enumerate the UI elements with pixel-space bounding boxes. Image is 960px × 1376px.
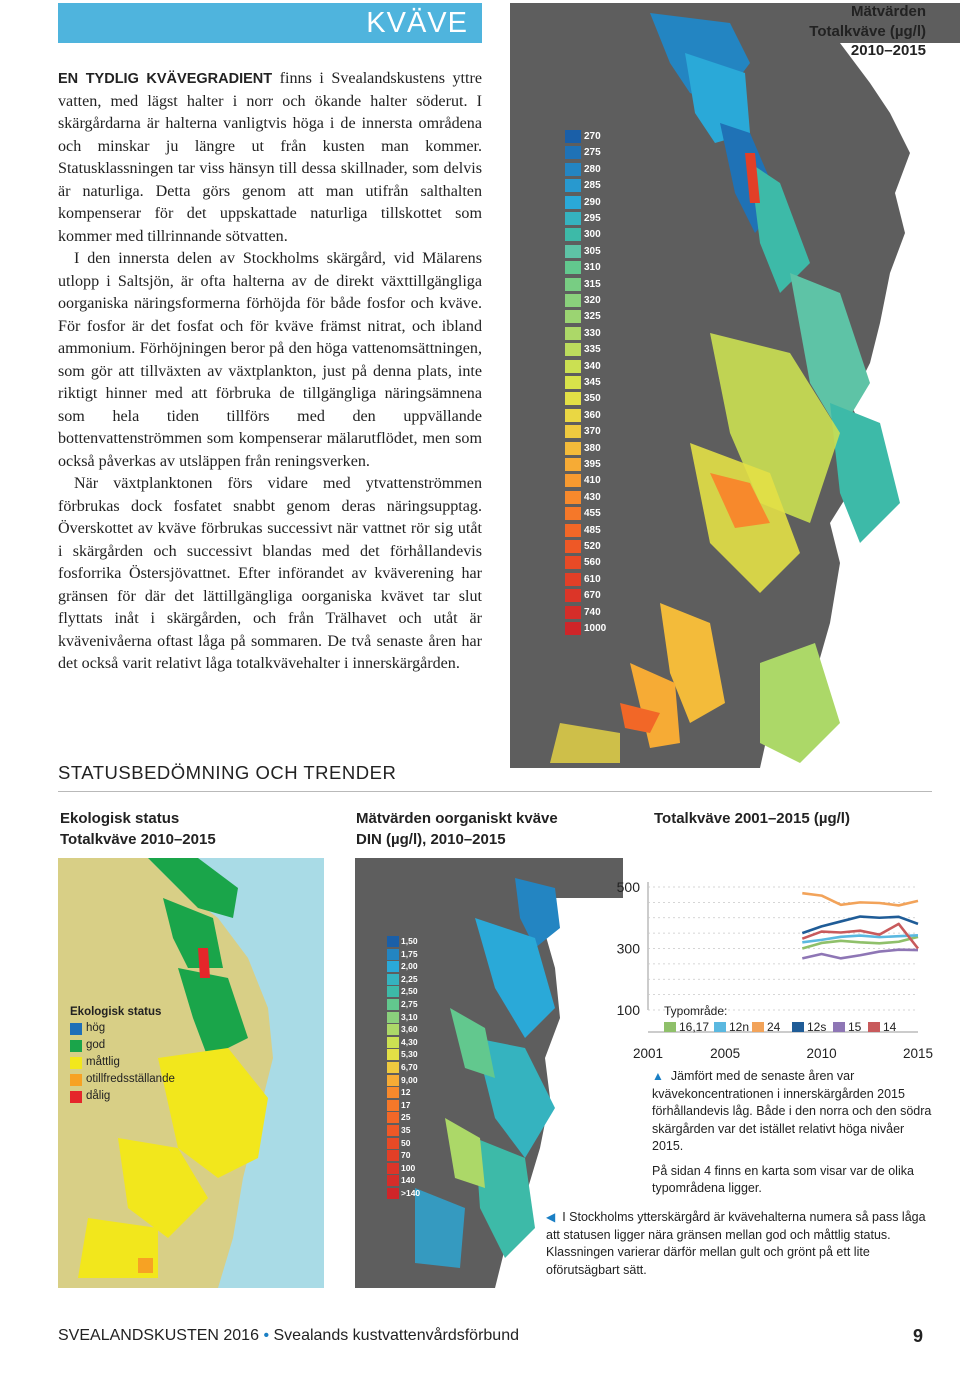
footer-organization: Svealands kustvattenvårdsförbund xyxy=(273,1327,519,1344)
main-map-title-line-1: Mätvärden xyxy=(850,3,926,20)
section-title: KVÄVE xyxy=(366,7,468,39)
legend-label: 310 xyxy=(584,262,601,274)
legend-swatch xyxy=(387,1138,399,1149)
legend-label: 295 xyxy=(584,213,601,224)
legend-label: god xyxy=(86,1039,106,1051)
section-header xyxy=(58,3,482,43)
legend-swatch xyxy=(565,261,581,274)
legend-label: 315 xyxy=(584,278,601,290)
legend-swatch xyxy=(565,392,581,405)
legend-label: 430 xyxy=(584,491,601,503)
legend-label: dålig xyxy=(86,1090,111,1102)
legend-label: 2,25 xyxy=(401,973,418,984)
footer-publication: SVEALANDSKUSTEN 2016 xyxy=(58,1327,259,1344)
legend-label: måttlig xyxy=(86,1056,120,1068)
legend-label: 370 xyxy=(584,426,601,438)
legend-label: otillfredsställande xyxy=(86,1073,175,1085)
legend-label: 140 xyxy=(401,1175,416,1186)
eco-legend xyxy=(70,1006,175,1105)
legend-swatch xyxy=(565,343,581,356)
legend-label: 345 xyxy=(584,377,601,388)
article-body xyxy=(58,68,482,676)
legend-label: 12n xyxy=(729,1020,750,1034)
legend-swatch xyxy=(714,1022,726,1032)
legend-label: 100 xyxy=(401,1162,416,1173)
eco-legend-item xyxy=(70,1020,175,1037)
legend-key-15 xyxy=(833,1020,861,1034)
legend-swatch xyxy=(833,1022,845,1032)
legend-label: 6,70 xyxy=(401,1062,418,1072)
legend-swatch xyxy=(565,458,581,471)
legend-label: 14 xyxy=(883,1020,897,1034)
legend-label: 4,30 xyxy=(401,1036,418,1047)
status-section-title: STATUSBEDÖMNING OCH TRENDER xyxy=(58,762,397,783)
legend-swatch xyxy=(565,622,581,635)
din-title-line-1: Mätvärden oorganiskt kväve xyxy=(356,810,558,827)
eco-title-line-1: Ekologisk status xyxy=(60,810,180,827)
legend-swatch xyxy=(387,1188,399,1199)
main-map-title-line-2: Totalkväve (µg/l) xyxy=(809,22,926,40)
legend-swatch xyxy=(70,1023,82,1035)
legend-label: 12 xyxy=(401,1087,411,1098)
main-map-title xyxy=(809,2,926,61)
legend-label: 520 xyxy=(584,541,601,552)
legend-swatch xyxy=(387,1049,399,1060)
legend-swatch xyxy=(565,589,581,602)
din-title-line-2: DIN (µg/l), 2010–2015 xyxy=(356,831,506,848)
legend-key-24 xyxy=(752,1020,780,1034)
legend-swatch xyxy=(387,1163,399,1174)
legend-swatch xyxy=(387,1125,399,1136)
legend-label: 3,10 xyxy=(401,1011,418,1022)
legend-swatch xyxy=(565,327,581,340)
legend-label: 2,00 xyxy=(401,961,418,972)
x-tick-label: 2010 xyxy=(806,1046,837,1061)
legend-swatch xyxy=(868,1022,880,1032)
legend-label: 320 xyxy=(584,295,601,306)
legend-label: 25 xyxy=(401,1112,411,1123)
legend-swatch xyxy=(565,360,581,373)
legend-swatch xyxy=(70,1057,82,1069)
eco-legend-item xyxy=(70,1037,175,1054)
legend-label: 1,50 xyxy=(401,936,418,946)
trend-notes xyxy=(652,1068,934,1205)
legend-label: 16,17 xyxy=(679,1020,710,1034)
legend-swatch xyxy=(387,1012,399,1023)
legend-label: 15 xyxy=(848,1020,862,1034)
legend-key-16-17 xyxy=(664,1020,709,1034)
legend-label: 335 xyxy=(584,344,601,356)
triangle-up-icon: ▲ xyxy=(652,1069,664,1083)
legend-label: 670 xyxy=(584,590,601,602)
legend-label: 17 xyxy=(401,1099,411,1110)
legend-label: 360 xyxy=(584,409,601,421)
legend-swatch xyxy=(565,163,581,176)
legend-swatch xyxy=(565,524,581,537)
legend-swatch xyxy=(565,146,581,159)
legend-label: 300 xyxy=(584,229,601,241)
legend-swatch xyxy=(70,1074,82,1086)
note-2: På sidan 4 finns en karta som visar var de olika typområdena ligger. xyxy=(652,1163,914,1195)
chart-legend-title: Typområde: xyxy=(664,1004,728,1018)
legend-label: hög xyxy=(86,1022,106,1034)
x-tick-label: 2015 xyxy=(902,1046,934,1061)
eco-legend-item xyxy=(70,1088,175,1105)
legend-label: 305 xyxy=(584,245,601,257)
legend-key-12s xyxy=(792,1020,826,1034)
legend-swatch xyxy=(565,474,581,487)
legend-swatch xyxy=(664,1022,676,1032)
legend-swatch xyxy=(565,442,581,455)
paragraph-3: När växtplanktonen förs vidare med ytvattenströmmen förbrukas dock fosfatet snabbt genom deras näringsupptag. Överskottet av kväve förbrukas successivt när vattnet rör sig utåt i skärgården och successivt blandas med det förhållandevis fosforrika Östersjövattnet. Efter införandet av kväverening har gränsen för där det lättillgängliga oorganiska kvävet tar slut flyttats inåt i skärgården, och från Trälhavet och utåt är kvävenivåerna oftast låga på sommaren. De två senaste åren har det också varit relativt låga totalkvävehalter i innerskärgården. xyxy=(58,475,482,672)
left-pointing-note xyxy=(546,1209,932,1279)
series-line-24 xyxy=(802,893,918,905)
trend-panel-title: Totalkväve 2001–2015 (µg/l) xyxy=(654,810,850,827)
legend-label: 2,75 xyxy=(401,999,418,1009)
legend-swatch xyxy=(387,949,399,960)
y-tick-label: 300 xyxy=(616,940,640,957)
y-tick-label: 100 xyxy=(616,1002,640,1018)
legend-label: 285 xyxy=(584,180,601,192)
legend-label: 290 xyxy=(584,196,601,208)
legend-label: 395 xyxy=(584,459,601,470)
left-note-text: I Stockholms ytterskärgård är kvävehalterna numera så pass låga att statusen ligger nära gränsen mellan god och måttlig status. Klassningen varierar därför mellan gult och grönt på ett lite oförutsägbart sätt. xyxy=(546,1210,926,1277)
legend-label: 5,30 xyxy=(401,1049,418,1060)
legend-swatch xyxy=(565,179,581,192)
legend-label: 3,60 xyxy=(401,1024,418,1035)
eco-panel-title xyxy=(60,808,216,850)
page-number: 9 xyxy=(913,1326,924,1346)
series-line-15 xyxy=(802,950,918,959)
note-1-text: Jämfört med de senaste åren var kvävekoncentrationen i innerskärgården 2015 förhållandevis låg. Både i den norra och den södra skärgården var det istället relativt höga nivåer 2015. xyxy=(652,1069,932,1153)
legend-swatch xyxy=(387,961,399,972)
legend-label: 24 xyxy=(767,1020,781,1034)
footer-separator: • xyxy=(263,1327,270,1344)
legend-swatch xyxy=(565,310,581,323)
legend-label: 340 xyxy=(584,360,601,372)
legend-label: >140 xyxy=(401,1188,421,1198)
legend-swatch xyxy=(70,1040,82,1052)
note-1 xyxy=(652,1068,934,1156)
din-panel-title xyxy=(356,808,558,850)
legend-swatch xyxy=(565,606,581,619)
eco-legend-item xyxy=(70,1071,175,1088)
legend-swatch xyxy=(565,409,581,422)
legend-label: 740 xyxy=(584,606,601,618)
legend-label: 35 xyxy=(401,1125,411,1135)
legend-swatch xyxy=(565,556,581,569)
legend-swatch xyxy=(565,425,581,438)
paragraph-1 xyxy=(58,68,482,248)
y-tick-label: 500 xyxy=(616,879,640,895)
eco-legend-item xyxy=(70,1054,175,1071)
legend-swatch xyxy=(387,974,399,985)
legend-swatch xyxy=(387,999,399,1010)
legend-key-14 xyxy=(868,1020,896,1034)
legend-swatch xyxy=(565,376,581,389)
main-map-title-line-3: 2010–2015 xyxy=(850,42,926,59)
legend-swatch xyxy=(565,245,581,258)
legend-label: 380 xyxy=(584,442,601,454)
legend-swatch xyxy=(792,1022,804,1032)
x-tick-label: 2001 xyxy=(632,1046,664,1061)
legend-label: 410 xyxy=(584,475,601,487)
legend-label: 1,75 xyxy=(401,948,418,959)
eco-title-line-2: Totalkväve 2010–2015 xyxy=(60,831,216,848)
legend-swatch xyxy=(387,986,399,997)
series-line-16-17 xyxy=(802,937,918,949)
legend-swatch xyxy=(565,212,581,225)
triangle-left-icon: ◀ xyxy=(546,1210,556,1224)
paragraph-2: I den innersta delen av Stockholms skärgård, vid Mälarens utlopp i Saltsjön, är ofta halterna av de direkt växttillgängliga oorganiska näringsformerna förhöjda för både fosfor och kväve. För fosfor är det fosfat och för kväve främst nitrat, och ibland ammonium. Förhöjningen beror på den höga vattenomsättningen, som gör att tillväxten av växtplankton, just på denna plats, inte riktigt hinner med att förbruka de tillgängliga näringsämnena som hela tiden tillförs med den uppvällande bottenvattenströmmen som kompenserar mälarutflödet, men som också påverkas av utsläppen från reningsverken. xyxy=(58,250,482,470)
legend-swatch xyxy=(70,1091,82,1103)
paragraph-1-text: finns i Svealandskustens yttre vatten, med lägst halter i norr och ökande halter söderut. I skärgårdarna är halterna vanligtvis höga i de innersta områdena och minskar ju längre ut från kusten man kommer. Statusklassningen tar viss hänsyn till dessa skillnader, som delvis är naturliga. Detta görs genom att man utifrån salthalten kompenserar för det uppskattade naturliga tillskottet som kommer med tillrinnande sötvatten. xyxy=(58,70,483,245)
legend-label: 2,50 xyxy=(401,986,418,997)
legend-swatch xyxy=(565,491,581,504)
legend-label: 1000 xyxy=(584,623,607,634)
legend-swatch xyxy=(565,130,581,143)
trend-line-chart xyxy=(600,860,940,1090)
legend-swatch xyxy=(565,573,581,586)
legend-label: 70 xyxy=(401,1150,411,1161)
legend-key-12n xyxy=(714,1020,749,1034)
legend-label: 270 xyxy=(584,131,601,142)
legend-label: 350 xyxy=(584,393,601,405)
legend-label: 12s xyxy=(807,1020,827,1034)
legend-label: 455 xyxy=(584,508,601,520)
legend-label: 560 xyxy=(584,557,601,569)
legend-swatch xyxy=(387,1024,399,1035)
legend-swatch xyxy=(387,1087,399,1098)
legend-label: 275 xyxy=(584,147,601,159)
x-tick-label: 2005 xyxy=(710,1046,741,1061)
legend-swatch xyxy=(565,196,581,209)
legend-label: 610 xyxy=(584,573,601,585)
legend-label: 325 xyxy=(584,311,601,323)
legend-label: 9,00 xyxy=(401,1074,418,1085)
legend-label: 280 xyxy=(584,163,601,175)
legend-label: 50 xyxy=(401,1137,411,1148)
legend-swatch xyxy=(565,278,581,291)
legend-swatch xyxy=(752,1022,764,1032)
legend-swatch xyxy=(565,540,581,553)
legend-swatch xyxy=(387,1112,399,1123)
section-divider xyxy=(58,791,932,792)
legend-swatch xyxy=(387,1037,399,1048)
legend-swatch xyxy=(387,1175,399,1186)
legend-swatch xyxy=(387,1062,399,1073)
legend-label: 485 xyxy=(584,524,601,536)
legend-swatch xyxy=(565,507,581,520)
legend-swatch xyxy=(565,294,581,307)
eco-legend-title: Ekologisk status xyxy=(70,1006,162,1018)
legend-swatch xyxy=(387,1150,399,1161)
legend-swatch xyxy=(565,228,581,241)
legend-swatch xyxy=(387,1100,399,1111)
footer xyxy=(58,1327,519,1345)
legend-swatch xyxy=(387,1075,399,1086)
legend-swatch xyxy=(387,936,399,947)
legend-label: 330 xyxy=(584,327,601,339)
lead-in: EN TYDLIG KVÄVEGRADIENT xyxy=(58,71,273,87)
